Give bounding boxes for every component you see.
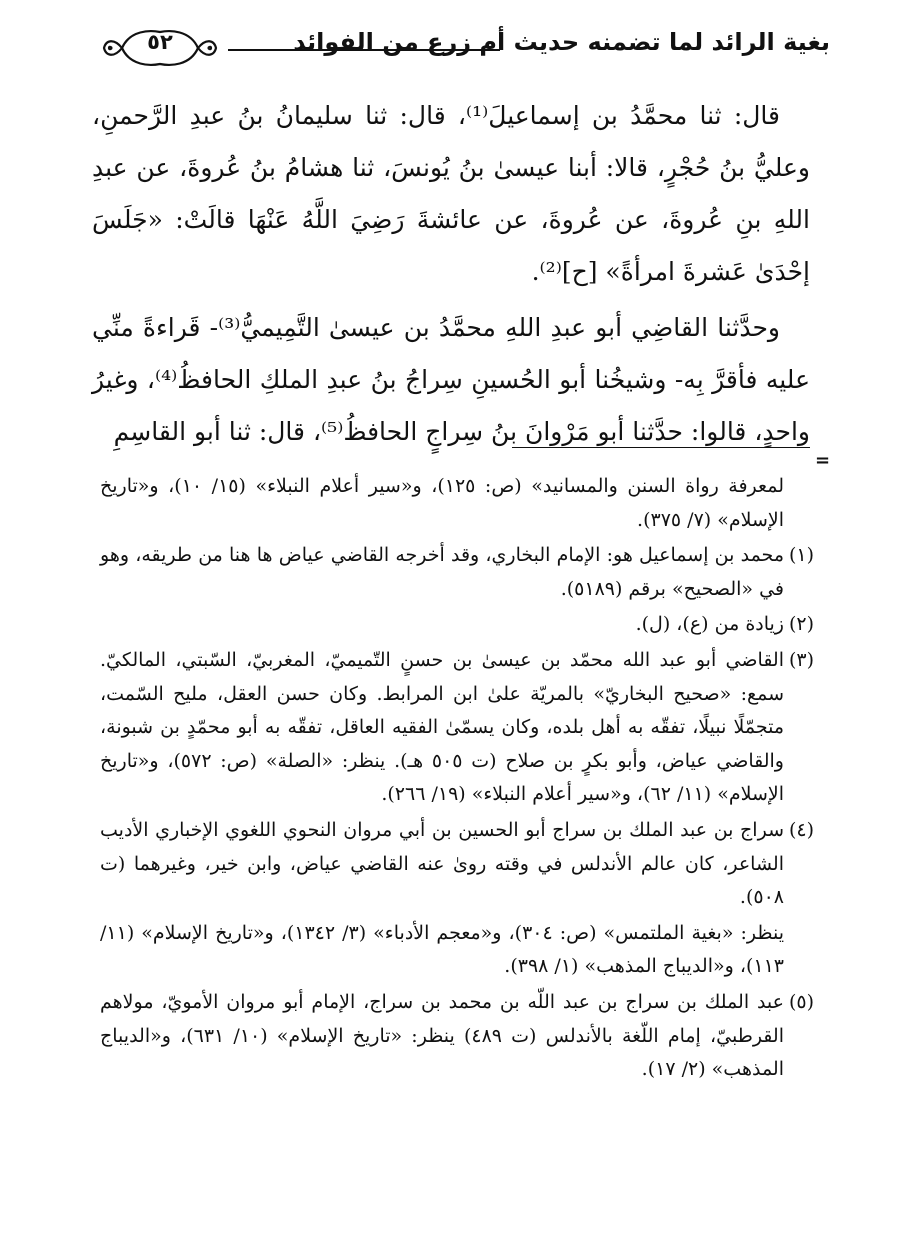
paragraph-1: قال: ثنا محمَّدُ بن إسماعيلَ⁽¹⁾، قال: ثنا سليمانُ بنُ عبدِ الرَّحمنِ، وعليُّ بنُ حُجْرٍ، قالا: أبنا عيسىٰ بنُ يُونسَ، ثنا هشامُ بنُ عُروةَ، عن عبدِ اللهِ بنِ عُروةَ، عن عُروةَ، عن عائشةَ رَضِيَ اللَّهُ عَنْهَا قالَتْ: «جَلَسَ إحْدَىٰ عَشرةَ امرأةً» [ح]⁽²⁾. — [92, 101, 810, 286]
footnote-5 — [100, 986, 814, 1087]
footnote-continuation: لمعرفة رواة السنن والمسانيد» (ص: ١٢٥)، و«سير أعلام النبلاء» (١٥/ ١٠)، و«تاريخ الإسلام» (٧/ ٣٧٥). — [100, 475, 784, 531]
footnote-number: (٤) — [788, 818, 814, 841]
footnote-number: (٥) — [788, 990, 814, 1013]
footnote-4-references: ينظر: «بغية الملتمس» (ص: ٣٠٤)، و«معجم الأدباء» (٣/ ١٣٤٢)، و«تاريخ الإسلام» (١١/ ١١٣)، و«الديباج المذهب» (١/ ٣٩٨). — [100, 921, 784, 978]
footnote-text: القاضي أبو عبد الله محمّد بن عيسىٰ بن حسنٍ التّميميّ، المغربيّ، السّبتي، المالكيّ. سمع: «صحيح البخاريّ» بالمريّة علىٰ ابن المرابط. وكان حسن العقل، مليح السّمت، متجمّلًا نبيلًا، تفقّه به أهل بلده، وكان يسمّىٰ الفقيه العاقل، تفقّه به أبو محمّدٍ بن شبونة، والقاضي عياض، وأبو بكرٍ بن صلاح (ت ٥٠٥ هـ). ينظر: «الصلة» (ص: ٥٧٢)، و«تاريخ الإسلام» (١١/ ٦٢)، و«سير أعلام النبلاء» (١٩/ ٢٦٦). — [100, 648, 784, 806]
main-text — [92, 90, 810, 458]
page-number: ٥٢ — [147, 30, 173, 54]
footnote-text: سراج بن عبد الملك بن سراج أبو الحسين بن أبي مروان النحوي اللغوي الإخباري الأديب الشاعر، كان عالم الأندلس في وقته روىٰ عنه القاضي عياض، وابن خير، وغيرهما (ت ٥٠٨). — [100, 818, 784, 909]
header-rule — [228, 49, 500, 51]
footnote-separator — [512, 447, 810, 448]
footnote-3 — [100, 644, 814, 812]
footnote-number: (٢) — [788, 613, 814, 636]
footnote-text: محمد بن إسماعيل هو: الإمام البخاري، وقد أخرجه القاضي عياض ها هنا من طريقه، وهو في «الصحيح» برقم (٥١٨٩). — [100, 544, 784, 600]
continuation-mark: = — [815, 450, 831, 471]
footnote-number: (٣) — [788, 648, 814, 671]
running-header — [78, 22, 830, 74]
footnote-text: عبد الملك بن سراج بن عبد اللّه بن محمد بن سراج، الإمام أبو مروان الأمويّ، مولاهم القرطبيّ، إمام اللّغة بالأندلس (ت ٤٨٩) ينظر: «تاريخ الإسلام» (١٠/ ٦٣١)، و«الديباج المذهب» (٢/ ١٧). — [100, 990, 784, 1081]
paragraph-2: وحدَّثنا القاضِي أبو عبدِ اللهِ محمَّدُ بن عيسىٰ التَّمِيميُّ⁽³⁾- قَراءةً منِّي عليه فأقرَّ بِه- وشيخُنا أبو الحُسينِ سِراجُ بنُ عبدِ الملكِ الحافظُ⁽⁴⁾، وغيرُ واحدٍ، قالوا: حدَّثنا أبو مَرْوانَ بنُ سِراجٍ الحافظُ⁽⁵⁾، قال: ثنا أبو القاسِمِ — [92, 313, 811, 446]
footnote-number: (١) — [788, 544, 814, 567]
footnote-2 — [100, 608, 814, 642]
footnotes — [100, 470, 814, 1089]
book-title: بغية الرائد لما تضمنه حديث أم زرع من الفوائد — [293, 28, 830, 56]
footnote-text: زيادة من (ع)، (ل). — [635, 613, 784, 636]
footnote-1 — [100, 539, 814, 606]
footnote-4 — [100, 814, 814, 915]
